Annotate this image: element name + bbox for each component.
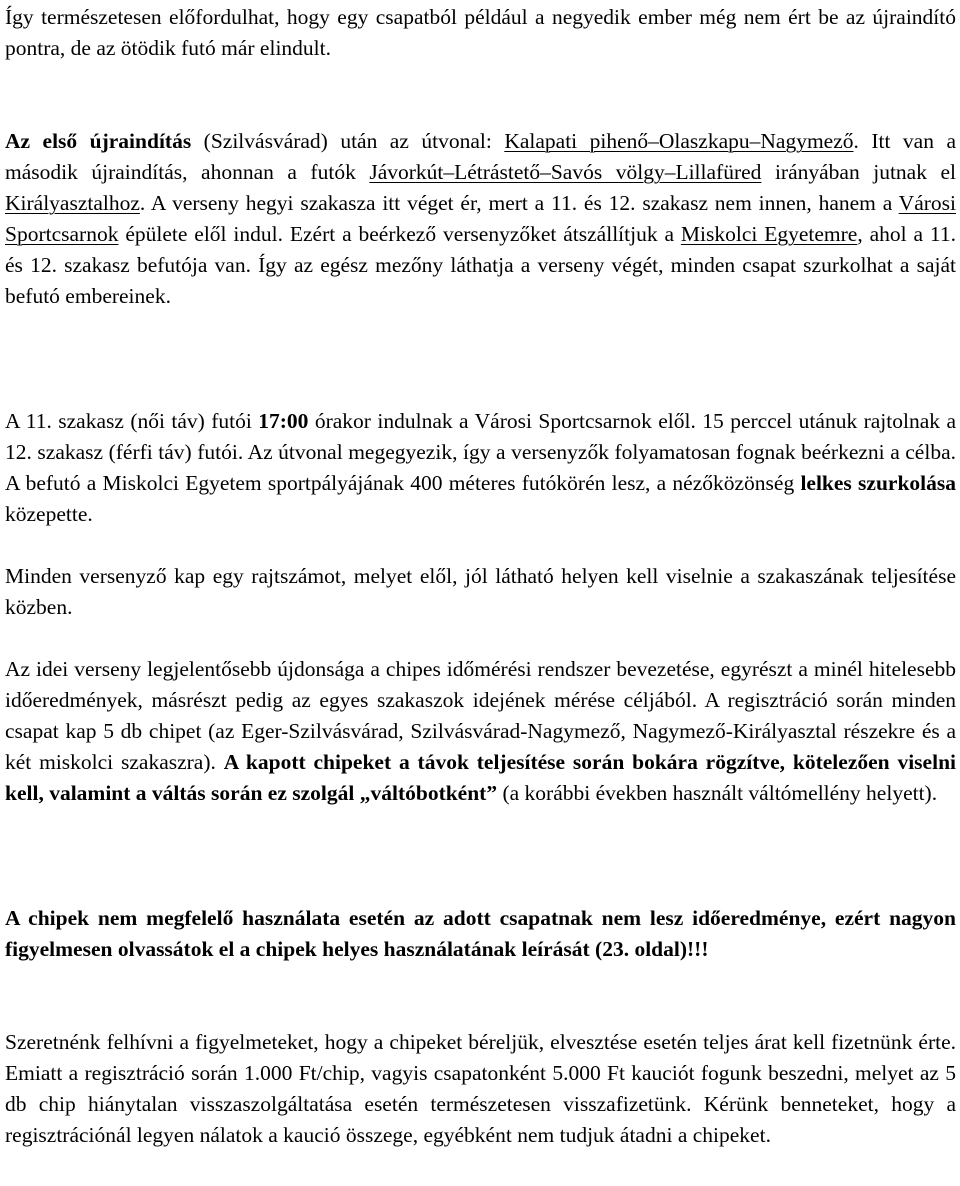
paragraph-race-number xyxy=(5,561,956,623)
text-segment: irányában jutnak el xyxy=(761,160,956,184)
paragraph-restart-order xyxy=(5,2,956,64)
text-segment: (a korábbi években használt váltómellény helyett). xyxy=(497,781,938,805)
text-segment: épülete elől indul. Ezért a beérkező versenyzőket átszállítjuk a xyxy=(118,222,681,246)
location-varosi-sportcsarnok: Városi Sportcsarnok xyxy=(5,191,956,246)
text-segment: közepette. xyxy=(5,502,93,526)
paragraph-text: Így természetesen előfordulhat, hogy egy csapatból például a negyedik ember még nem ért be az újraindító pontra, de az ötödik futó már elindult. xyxy=(5,5,956,60)
bold-start-time: 17:00 xyxy=(258,409,309,433)
text-segment: órakor indulnak a Városi Sportcsarnok elől. 15 perccel utánuk rajtolnak a 12. szakasz (férfi táv) futói. Az útvonal megegyezik, így a versenyzők folyamatosan fognak beérkezni a célba. A befutó a Miskolci Egyetem sportpályájának 400 méteres futókörén lesz, a nézőközönség xyxy=(5,409,956,495)
location-miskolci-egyetem: Miskolci Egyetemre xyxy=(680,222,858,246)
paragraph-route-description xyxy=(5,126,956,312)
paragraph-chip-timing xyxy=(5,654,956,809)
bold-first-restart: Az első újraindítás xyxy=(5,129,192,153)
paragraph-text: Szeretnénk felhívni a figyelmeteket, hogy a chipeket béreljük, elvesztése esetén teljes árat kell fizetnünk érte. Emiatt a regisztráció során 1.000 Ft/chip, vagyis csapatonként 5.000 Ft kauciót fogunk beszedni, melyet az 5 db chip hiánytalan visszaszolgáltatása esetén természetesen visszafizetünk. Kérünk benneteket, hogy a regisztrációnál legyen nálatok a kaució összege, egyébként nem tudjuk átadni a chipeket. xyxy=(5,1030,956,1147)
text-segment: , ahol a 11. és 12. szakasz befutója van. Így az egész mezőny láthatja a verseny végét, minden csapat szurkolhat a saját befutó embereinek. xyxy=(5,222,956,308)
text-segment: (Szilvásvárad) után az útvonal: xyxy=(191,129,505,153)
route-segment-kalapati-nagymezo: Kalapati pihenő–Olaszkapu–Nagymező xyxy=(504,129,854,153)
text-segment: . Itt van a második újraindítás, ahonnan a futók xyxy=(5,129,956,184)
paragraph-chip-deposit xyxy=(5,1027,956,1151)
paragraph-text: Minden versenyző kap egy rajtszámot, melyet elől, jól látható helyen kell viselnie a szakaszának teljesítése közben. xyxy=(5,564,956,619)
paragraph-final-stages xyxy=(5,406,956,530)
text-segment: . A verseny hegyi szakasza itt véget ér, mert a 11. és 12. szakasz nem innen, hanem a xyxy=(139,191,899,215)
bold-chip-warning: A chipek nem megfelelő használata esetén az adott csapatnak nem lesz időeredménye, ezért nagyon figyelmesen olvassátok el a chipek helyes használatának leírását (23. oldal)!!! xyxy=(5,906,956,961)
bold-chip-rule: A kapott chipeket a távok teljesítése során bokára rögzítve, kötelezően viselni kell, valamint a váltás során ez szolgál „váltóbotként” xyxy=(5,750,956,805)
paragraph-chip-warning xyxy=(5,903,956,965)
bold-cheering: lelkes szurkolása xyxy=(800,471,956,495)
location-kiralyasztal: Királyasztalhoz xyxy=(5,191,140,215)
text-segment: A 11. szakasz (női táv) futói xyxy=(5,409,259,433)
text-segment: Az idei verseny legjelentősebb újdonsága a chipes időmérési rendszer bevezetése, egyrészt a minél hitelesebb időeredmények, másrészt pedig az egyes szakaszok idejének mérése céljából. A regisztráció során minden csapat kap 5 db chipet (az Eger-Szilvásvárad, Szilvásvárad-Nagymező, Nagymező-Királyasztal részekre és a két miskolci szakaszra). xyxy=(5,657,956,774)
route-segment-javorkut-lillafured: Jávorkút–Létrástető–Savós völgy–Lillafüred xyxy=(369,160,762,184)
